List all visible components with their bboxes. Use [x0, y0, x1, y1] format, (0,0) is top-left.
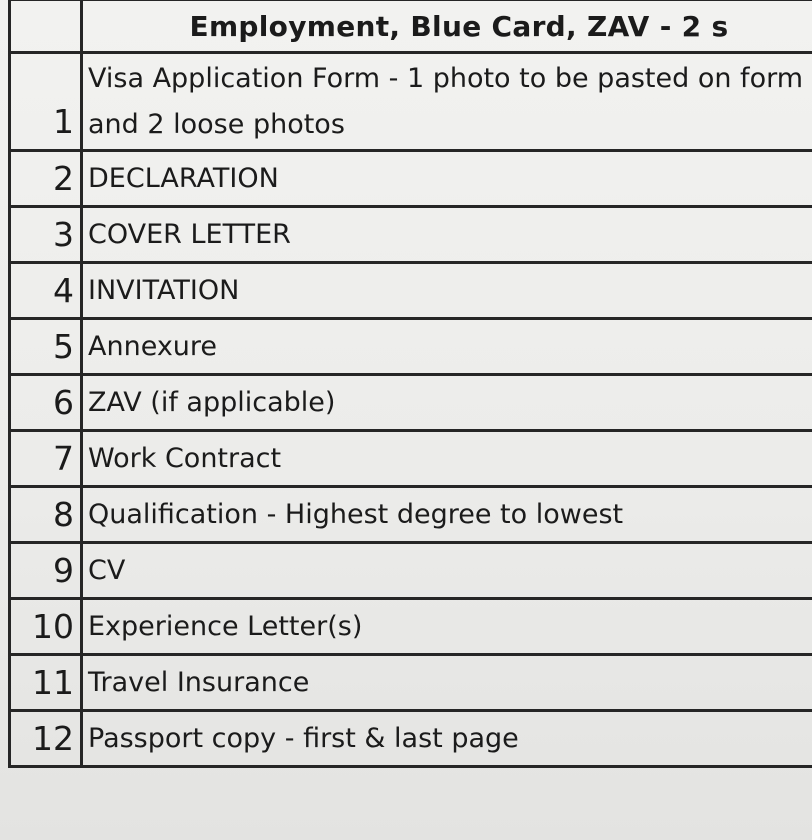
row-number: 4 — [10, 263, 82, 319]
table-row — [10, 487, 812, 543]
table-row — [10, 375, 812, 431]
header-row — [10, 0, 812, 53]
row-description: Experience Letter(s) — [82, 599, 812, 655]
table-row — [10, 543, 812, 599]
table-row — [10, 151, 812, 207]
row-description: Passport copy - first & last page — [82, 711, 812, 767]
row-number: 6 — [10, 375, 82, 431]
table-row — [10, 319, 812, 375]
row-number: 10 — [10, 599, 82, 655]
row-number: 9 — [10, 543, 82, 599]
row-number: 11 — [10, 655, 82, 711]
row-number: 1 — [10, 53, 82, 151]
row-description: COVER LETTER — [82, 207, 812, 263]
table-title: Employment, Blue Card, ZAV - 2 s — [82, 0, 812, 53]
table-row — [10, 431, 812, 487]
row-number: 5 — [10, 319, 82, 375]
table-row — [10, 53, 812, 151]
row-number: 2 — [10, 151, 82, 207]
row-description: Annexure — [82, 319, 812, 375]
row-description: INVITATION — [82, 263, 812, 319]
row-description: CV — [82, 543, 812, 599]
row-number: 12 — [10, 711, 82, 767]
row-description: Travel Insurance — [82, 655, 812, 711]
table-row — [10, 711, 812, 767]
table-row — [10, 207, 812, 263]
table-row — [10, 599, 812, 655]
header-number-cell — [10, 0, 82, 53]
table-row — [10, 655, 812, 711]
row-description: ZAV (if applicable) — [82, 375, 812, 431]
row-description: Qualification - Highest degree to lowest — [82, 487, 812, 543]
row-number: 7 — [10, 431, 82, 487]
row-description: Work Contract — [82, 431, 812, 487]
row-description: Visa Application Form - 1 photo to be pasted on form and 2 loose photos — [82, 53, 812, 151]
checklist-table — [8, 0, 812, 768]
row-description: DECLARATION — [82, 151, 812, 207]
table-row — [10, 263, 812, 319]
row-number: 3 — [10, 207, 82, 263]
row-number: 8 — [10, 487, 82, 543]
